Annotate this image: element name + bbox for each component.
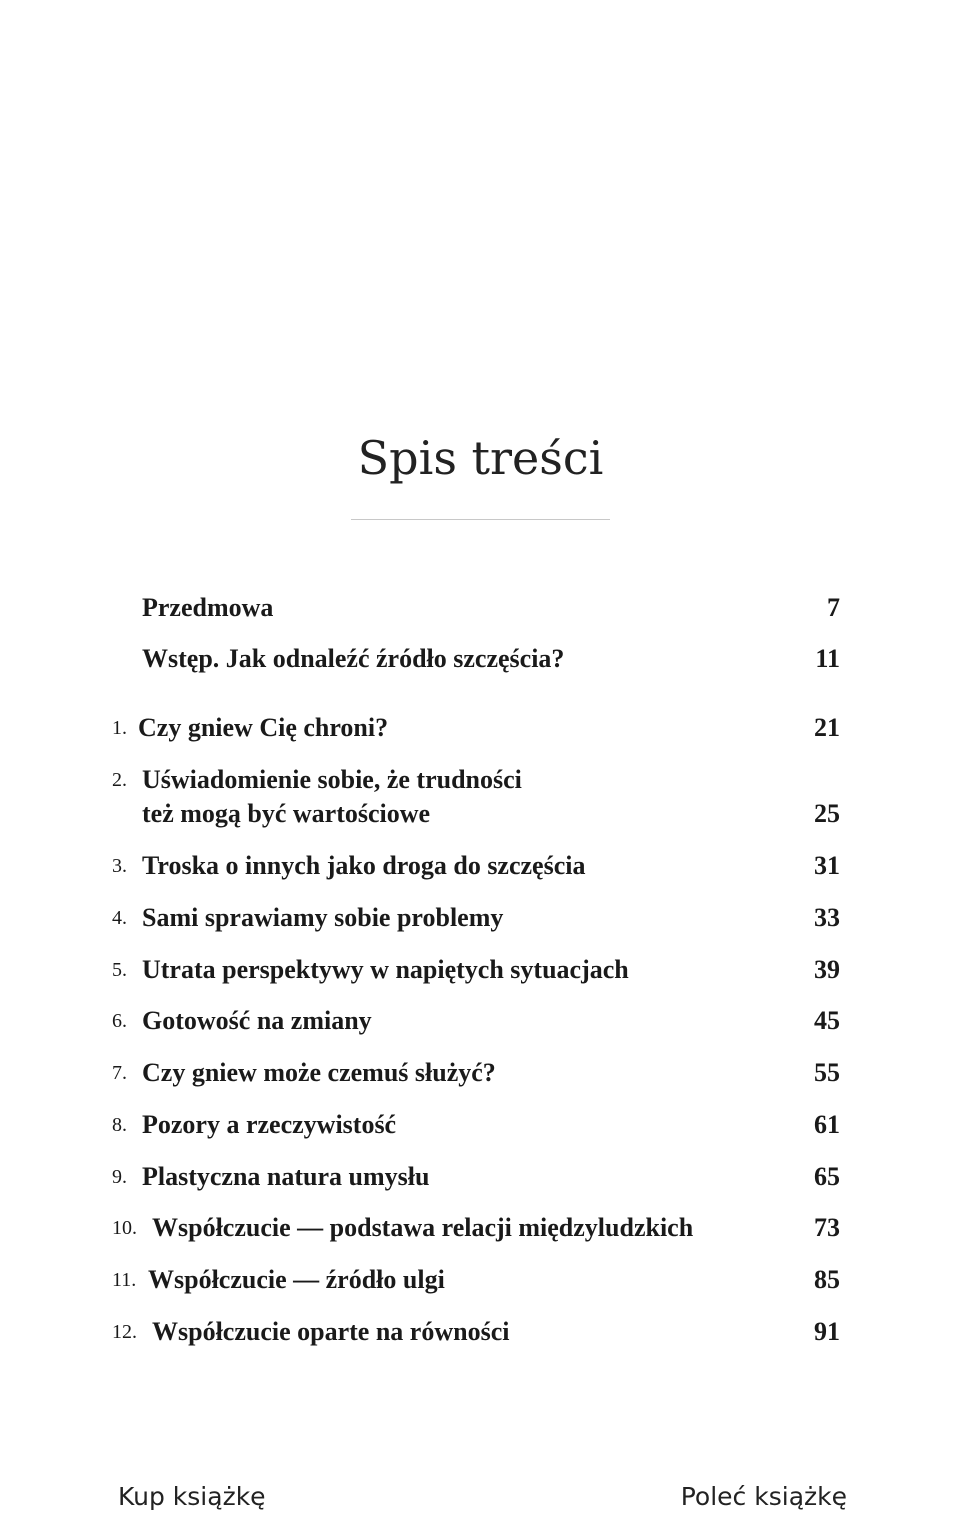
- toc-entry-title: Gotowość na zmiany: [142, 1006, 372, 1035]
- toc-entry-5[interactable]: [0, 952, 961, 988]
- toc-entry-page: 11: [815, 644, 840, 673]
- toc-entry-10[interactable]: [0, 1210, 961, 1246]
- page-title: Spis treści: [357, 431, 604, 485]
- toc-entry-wstep[interactable]: [0, 641, 961, 677]
- toc-entry-6[interactable]: [0, 1003, 961, 1039]
- toc-entry-2[interactable]: [0, 762, 961, 828]
- toc-entry-number: 2.: [112, 769, 127, 791]
- toc-entry-title: Współczucie oparte na równości: [152, 1317, 510, 1346]
- toc-entry-title: Pozory a rzeczywistość: [142, 1110, 397, 1139]
- toc-entry-12[interactable]: [0, 1314, 961, 1350]
- toc-entry-number: 3.: [112, 855, 127, 877]
- toc-entry-page: 33: [814, 903, 840, 932]
- toc-entry-title: Plastyczna natura umysłu: [142, 1162, 430, 1191]
- toc-entry-title: Uświadomienie sobie, że trudności: [142, 765, 522, 794]
- toc-entry-title: Współczucie — podstawa relacji międzyludzkich: [152, 1213, 694, 1242]
- toc-entry-3[interactable]: [0, 848, 961, 884]
- toc-entry-number: 5.: [112, 959, 127, 981]
- toc-entry-number: 6.: [112, 1010, 127, 1032]
- toc-entry-page: 85: [814, 1265, 840, 1294]
- toc-entry-7[interactable]: [0, 1055, 961, 1091]
- toc-entry-title: Sami sprawiamy sobie problemy: [142, 903, 504, 932]
- toc-entry-page: 45: [814, 1006, 840, 1035]
- toc-entry-1[interactable]: [0, 710, 961, 746]
- toc-entry-przedmowa[interactable]: [0, 590, 961, 626]
- toc-entry-number: 1.: [112, 717, 127, 739]
- toc-entry-page: 55: [814, 1058, 840, 1087]
- toc-entry-page: 39: [814, 955, 840, 984]
- toc-entry-9[interactable]: [0, 1159, 961, 1195]
- toc-entry-number: 4.: [112, 907, 127, 929]
- toc-entry-page: 7: [827, 593, 840, 622]
- toc-entry-page: 31: [814, 851, 840, 880]
- toc-entry-number: 8.: [112, 1114, 127, 1136]
- buy-book-link[interactable]: Kup książkę: [118, 1482, 266, 1511]
- toc-entry-page: 91: [814, 1317, 840, 1346]
- toc-entry-title: Przedmowa: [142, 593, 274, 622]
- toc-entry-8[interactable]: [0, 1107, 961, 1143]
- toc-entry-page: 65: [814, 1162, 840, 1191]
- toc-entry-number: 9.: [112, 1166, 127, 1188]
- toc-entry-page: 21: [814, 713, 840, 742]
- toc-entry-title: Czy gniew może czemuś służyć?: [142, 1058, 496, 1087]
- toc-entry-title: Wstęp. Jak odnaleźć źródło szczęścia?: [142, 644, 565, 673]
- recommend-book-link[interactable]: Poleć książkę: [680, 1482, 847, 1511]
- toc-entry-number: 7.: [112, 1062, 127, 1084]
- toc-entry-page: 61: [814, 1110, 840, 1139]
- toc-entry-11[interactable]: [0, 1262, 961, 1298]
- toc-entry-number: 12.: [112, 1321, 137, 1343]
- toc-entry-title: Troska o innych jako droga do szczęścia: [142, 851, 586, 880]
- toc-entry-page: 73: [814, 1213, 840, 1242]
- toc-entry-title: Współczucie — źródło ulgi: [148, 1265, 445, 1294]
- toc-entry-title: Czy gniew Cię chroni?: [138, 713, 389, 742]
- toc-entry-number: 11.: [112, 1269, 137, 1291]
- toc-entry-page: 25: [814, 799, 840, 828]
- toc-entry-title: Utrata perspektywy w napiętych sytuacjach: [142, 955, 629, 984]
- toc-entry-4[interactable]: [0, 900, 961, 936]
- toc-entry-title-continued: też mogą być wartościowe: [142, 799, 431, 828]
- toc-entry-number: 10.: [112, 1217, 137, 1239]
